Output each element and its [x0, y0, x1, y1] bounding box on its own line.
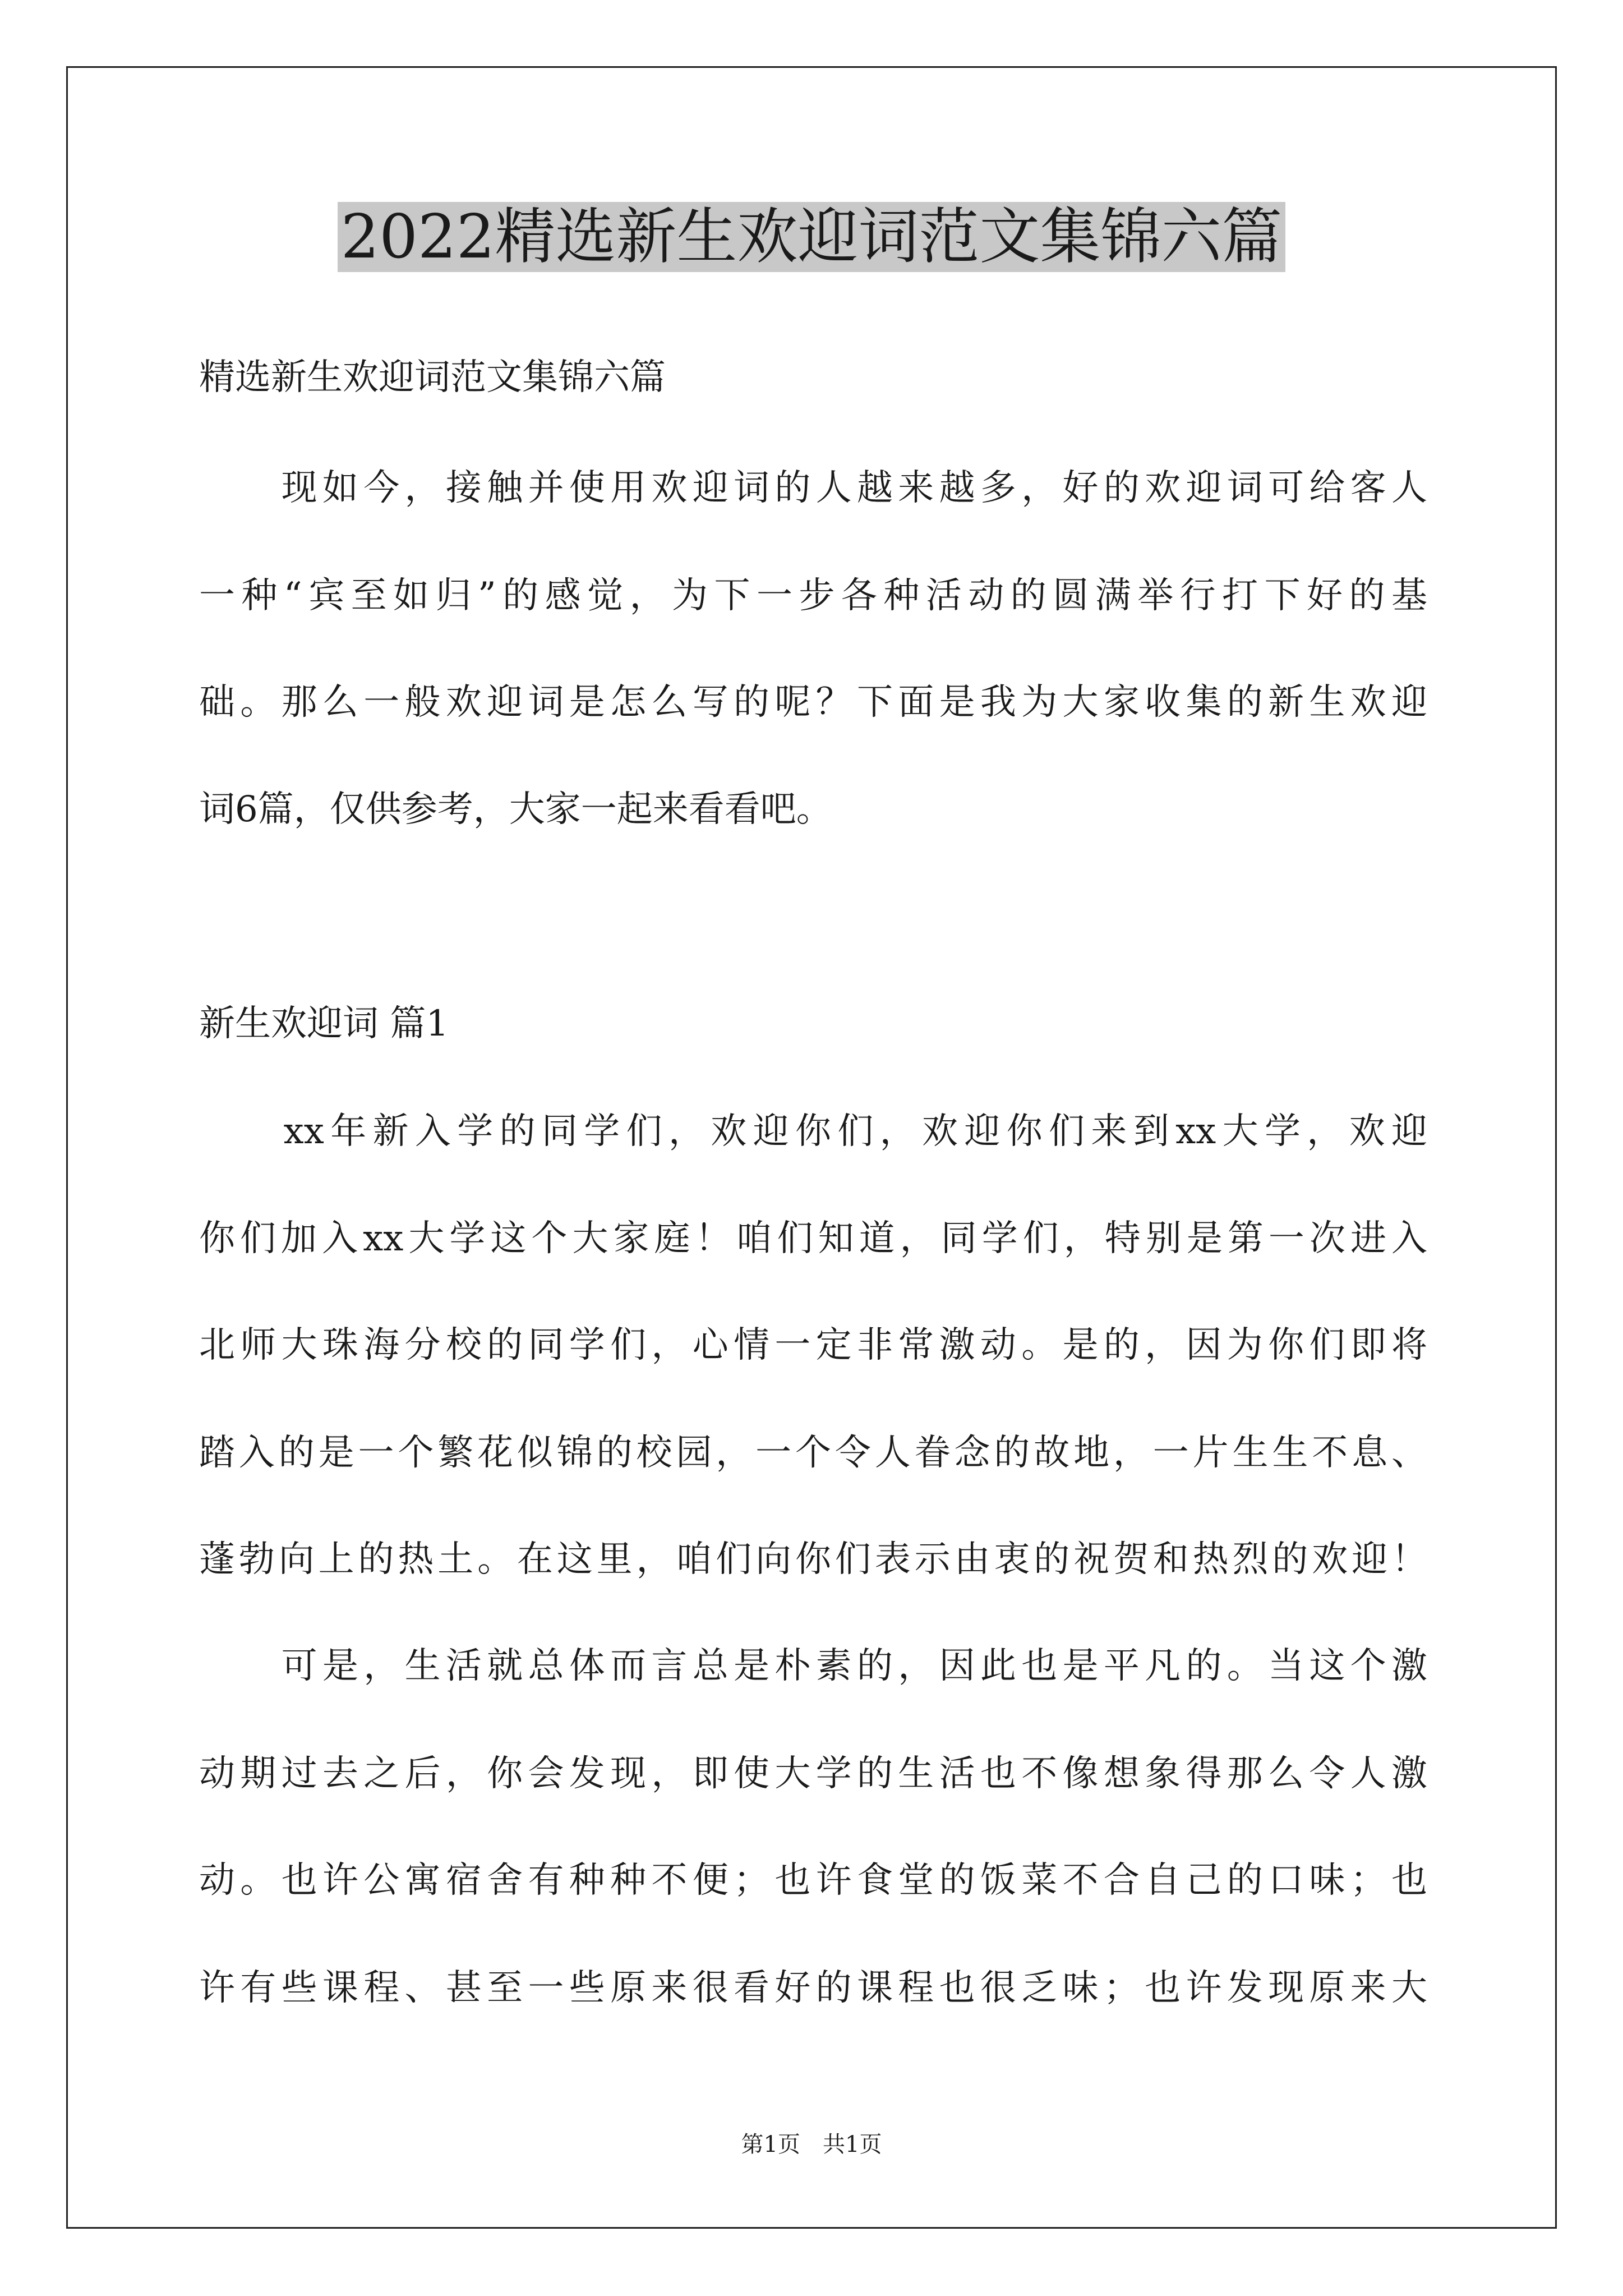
- body-line: 动。也许公寓宿舍有种种不便；也许食堂的饭菜不合自己的口味；也: [199, 1860, 1427, 1901]
- document-subtitle: 精选新生欢迎词范文集锦六篇: [199, 357, 666, 398]
- body-line: 你们加入xx大学这个大家庭！咱们知道，同学们，特别是第一次进入: [199, 1218, 1427, 1259]
- page-footer: 第1页 共1页: [741, 2132, 882, 2157]
- document-title: 2022精选新生欢迎词范文集锦六篇: [338, 202, 1286, 272]
- section-heading: 新生欢迎词 篇1: [199, 1003, 449, 1045]
- document-title-wrap: [0, 195, 1623, 279]
- intro-line: 词6篇，仅供参考，大家一起来看看吧。: [199, 789, 832, 830]
- body-line: 蓬勃向上的热土。在这里，咱们向你们表示由衷的祝贺和热烈的欢迎！: [199, 1539, 1427, 1580]
- intro-line: 现如今，接触并使用欢迎词的人越来越多，好的欢迎词可给客人: [199, 467, 1427, 509]
- intro-line: 础。那么一般欢迎词是怎么写的呢？下面是我为大家收集的新生欢迎: [199, 682, 1427, 723]
- body-line: 动期过去之后，你会发现，即使大学的生活也不像想象得那么令人激: [199, 1753, 1427, 1795]
- body-line: 北师大珠海分校的同学们，心情一定非常激动。是的，因为你们即将: [199, 1324, 1427, 1366]
- intro-line: 一种“宾至如归”的感觉，为下一步各种活动的圆满举行打下好的基: [199, 575, 1427, 616]
- body-line: 可是，生活就总体而言总是朴素的，因此也是平凡的。当这个激: [199, 1645, 1427, 1687]
- body-line: 许有些课程、甚至一些原来很看好的课程也很乏味；也许发现原来大: [199, 1967, 1427, 2009]
- body-line: 踏入的是一个繁花似锦的校园，一个令人眷念的故地，一片生生不息、: [199, 1432, 1427, 1474]
- body-line: xx年新入学的同学们，欢迎你们，欢迎你们来到xx大学，欢迎: [199, 1111, 1427, 1152]
